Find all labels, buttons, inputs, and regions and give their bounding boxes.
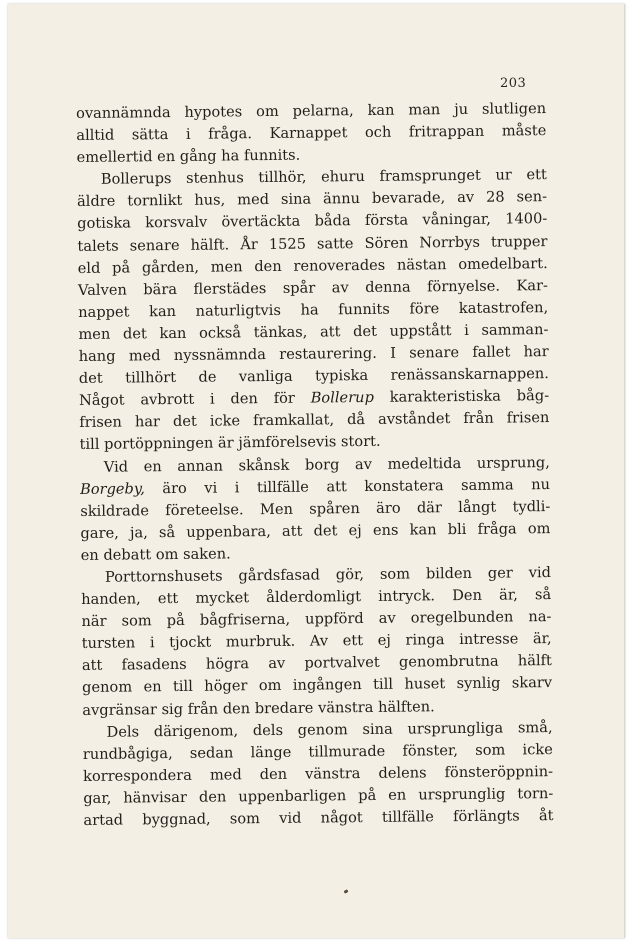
text-line: en debatt om saken. (80, 545, 231, 564)
body-text (76, 98, 554, 832)
place-name-bollerup: Bollerup (310, 389, 374, 407)
text-line: emellertid en gång ha funnits. (76, 146, 301, 167)
text-line: nappet kan naturligtvis ha funnits före katastrofen, (78, 298, 549, 321)
text-segment: karakteristiska båg- (373, 387, 550, 407)
text-segment: Något avbrott i den för (79, 389, 311, 410)
text-line: gotiska korsvalv övertäckta båda första våningar, 1400- (77, 210, 548, 233)
text-segment: äro vi i tillfälle att konstatera samma nu (144, 475, 551, 497)
paragraph-2 (77, 164, 550, 456)
text-line: till portöppningen är jämförelsevis stort. (79, 433, 381, 454)
paragraph-5 (82, 717, 553, 832)
book-page (8, 4, 625, 938)
text-line: genom en till höger om ingången till huset synlig skarv (82, 674, 553, 697)
text-line: gar, hänvisar den uppenbarligen på en ursprunglig torn- (83, 784, 554, 807)
paragraph-3 (80, 452, 551, 567)
text-line: men det kan också tänkas, att det uppstått i samman- (78, 321, 549, 343)
paragraph-1 (76, 98, 547, 169)
text-line: talets senare hälft. År 1525 satte Sören Norrbys trupper (77, 232, 548, 255)
text-line: handen, ett mycket ålderdomligt intryck. Den är, så (81, 586, 552, 609)
text-line: Porttornshusets gårdsfasad gör, som bilden ger vid (104, 564, 552, 586)
text-line: Vid en annan skånsk borg av medeltida ursprung, (103, 453, 550, 476)
text-line: att fasadens högra av portvalvet genombrutna hälft (81, 652, 552, 675)
text-line: ovannämnda hypotes om pelarna, kan man ju slutligen (76, 100, 547, 122)
text-line: det tillhört de vanliga typiska renässanskarnappen. (78, 365, 549, 388)
text-line: äldre tornlikt hus, med sina ännu bevarade, av 28 sen- (76, 188, 548, 211)
text-line: Dels därigenom, dels genom sina ursprungliga små, (106, 718, 553, 741)
text-line: korrespondera med den vänstra delens fönsteröppnin- (82, 762, 554, 785)
page-number: 203 (500, 76, 527, 91)
place-name-borgeby: Borgeby, (79, 479, 145, 498)
text-line: Valven bära flerstädes spår av denna förnyelse. Kar- (77, 276, 549, 299)
text-line: hang med nyssnämnda restaurering. I senare fallet har (78, 343, 549, 366)
paragraph-4 (81, 562, 553, 722)
text-line: när som på bågfriserna, uppförd av oregelbunden na- (81, 608, 552, 631)
text-line: rundbågiga, sedan länge tillmurade fönster, som icke (82, 740, 553, 763)
text-line: skildrade företeelse. Men spåren äro där långt tydli- (80, 497, 551, 520)
text-line: Bollerups stenhus tillhör, ehuru framsprunget ur ett (100, 166, 547, 189)
text-line: alltid sätta i fråga. Karnappet och fritrappan måste (76, 122, 547, 145)
text-line: tursten i tjockt murbruk. Av ett ej ringa intresse är, (81, 630, 552, 653)
text-line: artad byggnad, som vid något tillfälle förlängts åt (83, 807, 554, 829)
text-line: avgränsar sig från den bredare vänstra hälften. (82, 697, 435, 719)
text-line: gare, ja, så uppenbara, att det ej ens kan bli fråga om (80, 519, 551, 542)
ink-speck (344, 889, 349, 894)
text-line: frisen har det icke framkallat, då avståndet från frisen (79, 409, 550, 432)
text-line: eld på gården, men den renoverades nästan omedelbart. (77, 254, 548, 277)
